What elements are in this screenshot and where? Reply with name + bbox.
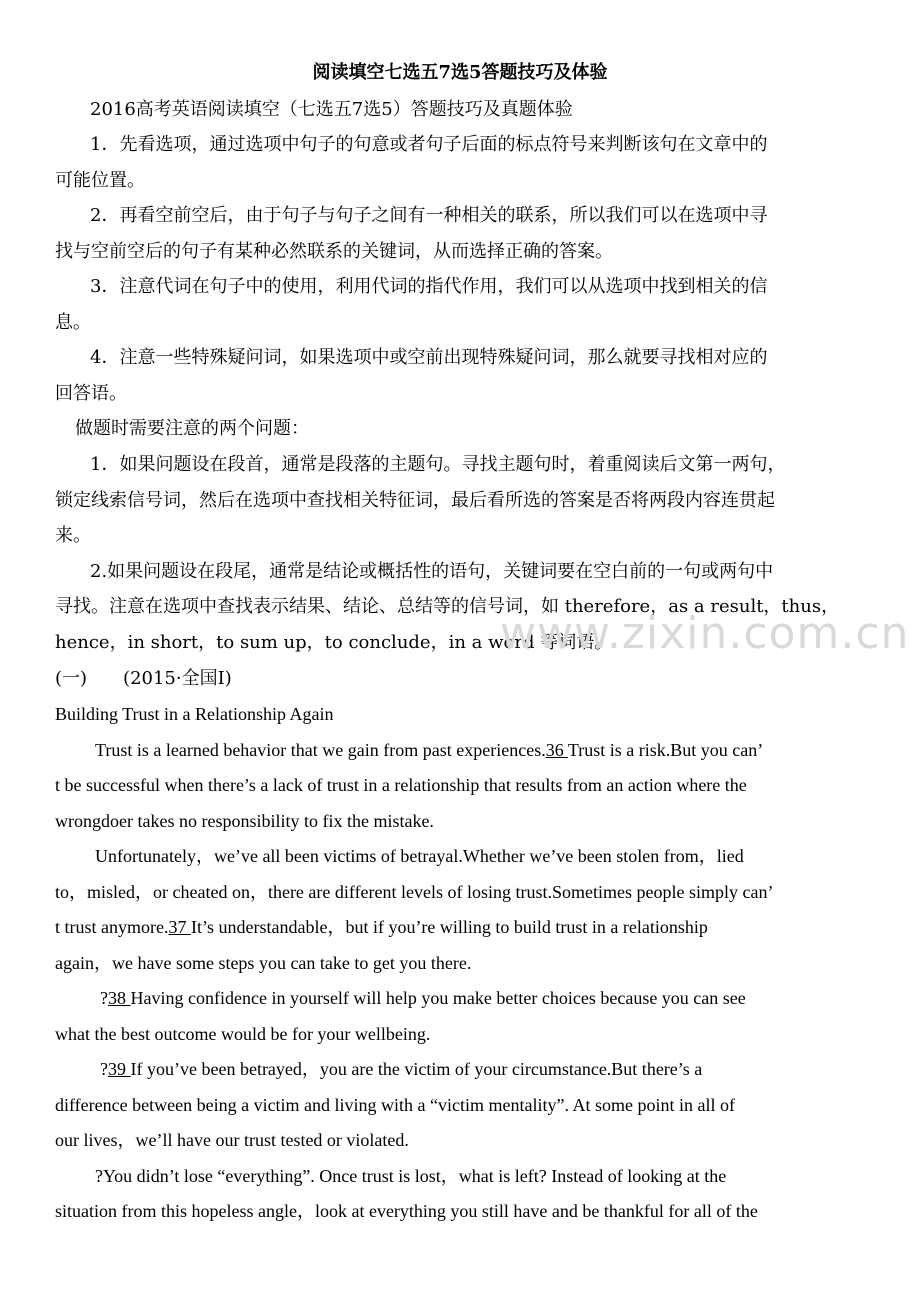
tip-4-line-1: 4．注意一些特殊疑问词，如果选项中或空前出现特殊疑问词，那么就要寻找相对应的 bbox=[90, 347, 768, 368]
note-2-line-1: 2.如果问题设在段尾，通常是结论或概括性的语句，关键词要在空白前的一句或两句中 bbox=[90, 561, 774, 582]
note-1-line-3: 来。 bbox=[55, 525, 91, 546]
passage-p2-line-2: to，misled，or cheated on，there are different levels of losing trust.Sometimes people simply can’ bbox=[55, 882, 774, 902]
document-subtitle: 2016高考英语阅读填空（七选五7选5）答题技巧及真题体验 bbox=[90, 99, 573, 120]
tip-4-line-2: 回答语。 bbox=[55, 383, 127, 404]
passage-p1-line-1: Trust is a learned behavior that we gain from past experiences.36 Trust is a risk.But you can’ bbox=[95, 740, 764, 760]
note-1-line-2: 锁定线索信号词，然后在选项中查找相关特征词，最后看所选的答案是否将两段内容连贯起 bbox=[55, 490, 775, 511]
passage-p3-line-2: what the best outcome would be for your wellbeing. bbox=[55, 1024, 431, 1044]
document-title: 阅读填空七选五7选5答题技巧及体验 bbox=[312, 62, 608, 83]
tip-3-line-2: 息。 bbox=[55, 312, 91, 333]
passage-p2-line-3: t trust anymore.37 It’s understandable，but if you’re willing to build trust in a relationship bbox=[55, 917, 708, 937]
blank-38: 38 bbox=[108, 988, 131, 1008]
passage-p1-line-3: wrongdoer takes no responsibility to fix the mistake. bbox=[55, 811, 434, 831]
passage-p5-line-1: ?You didn’t lose “everything”. Once trust is lost，what is left? Instead of looking at the bbox=[95, 1166, 727, 1186]
passage-p5-line-2: situation from this hopeless angle，look at everything you still have and be thankful for all of the bbox=[55, 1201, 758, 1221]
blank-39: 39 bbox=[108, 1059, 131, 1079]
passage-p3-line-1: ?38 Having confidence in yourself will help you make better choices because you can see bbox=[100, 988, 746, 1008]
notes-heading: 做题时需要注意的两个问题： bbox=[75, 418, 309, 439]
passage-p4-line-1: ?39 If you’ve been betrayed，you are the victim of your circumstance.But there’s a bbox=[100, 1059, 703, 1079]
passage-p2-line-4: again，we have some steps you can take to get you there. bbox=[55, 953, 472, 973]
note-2-line-3: hence，in short，to sum up，to conclude，in a word 等词语。 bbox=[55, 632, 613, 653]
passage-p2-line-1: Unfortunately，we’ve all been victims of betrayal.Whether we’ve been stolen from，lied bbox=[95, 846, 744, 866]
passage-p4-line-2: difference between being a victim and living with a “victim mentality”. At some point in all of bbox=[55, 1095, 735, 1115]
note-2-line-2: 寻找。注意在选项中查找表示结果、结论、总结等的信号词，如 therefore，as a result，thus， bbox=[55, 596, 840, 617]
tip-1-line-2: 可能位置。 bbox=[55, 170, 145, 191]
passage-p1-line-2: t be successful when there’s a lack of trust in a relationship that results from an action where the bbox=[55, 775, 747, 795]
watermark: www.zixin.com.cn bbox=[500, 608, 910, 659]
passage-p4-line-3: our lives，we’ll have our trust tested or violated. bbox=[55, 1130, 409, 1150]
tip-3-line-1: 3．注意代词在句子中的使用，利用代词的指代作用，我们可以从选项中找到相关的信 bbox=[90, 276, 768, 297]
blank-36: 36 bbox=[545, 740, 568, 760]
blank-37: 37 bbox=[168, 917, 191, 937]
tip-1-line-1: 1．先看选项，通过选项中句子的句意或者句子后面的标点符号来判断该句在文章中的 bbox=[90, 134, 768, 155]
passage-title: Building Trust in a Relationship Again bbox=[55, 704, 334, 724]
tip-2-line-1: 2．再看空前空后，由于句子与句子之间有一种相关的联系，所以我们可以在选项中寻 bbox=[90, 205, 768, 226]
section-label: (一) (2015·全国Ⅰ) bbox=[55, 668, 232, 689]
tip-2-line-2: 找与空前空后的句子有某种必然联系的关键词，从而选择正确的答案。 bbox=[55, 241, 613, 262]
note-1-line-1: 1．如果问题设在段首，通常是段落的主题句。寻找主题句时，着重阅读后文第一两句， bbox=[90, 454, 786, 475]
